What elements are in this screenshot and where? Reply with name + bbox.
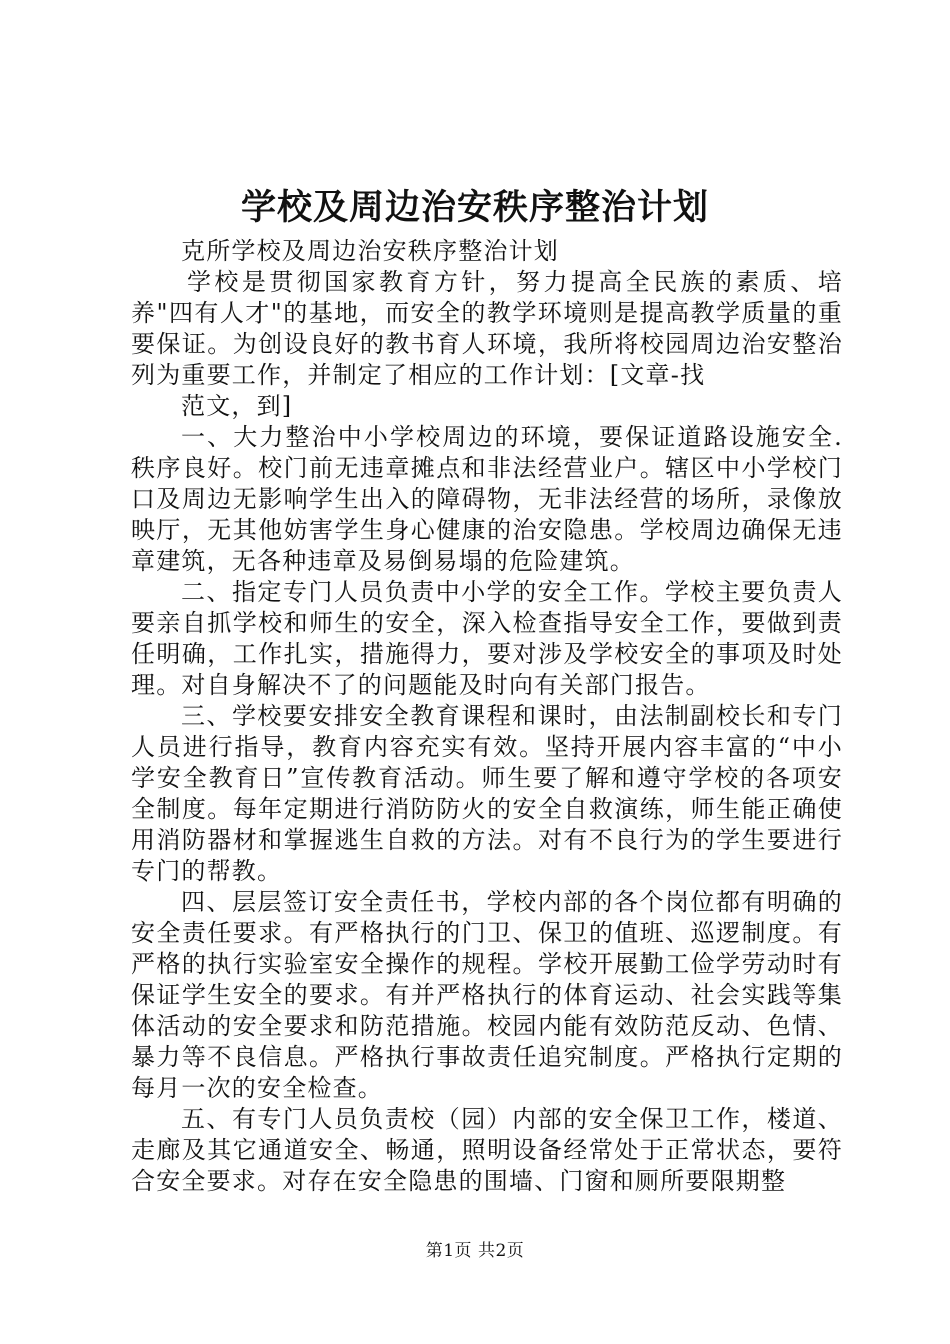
document-body	[131, 236, 843, 1197]
section-paragraph-1: 一、大力整治中小学校周边的环境，要保证道路设施安全.秩序良好。校门前无违章摊点和非法经营业户。辖区中小学校门口及周边无影响学生出入的障碍物，无非法经营的场所，录像放映厅，无其他妨害学生身心健康的治安隐患。学校周边确保无违章建筑，无各种违章及易倒易塌的危险建筑。	[131, 423, 843, 575]
section-paragraph-3: 三、学校要安排安全教育课程和课时，由法制副校长和专门人员进行指导，教育内容充实有效。坚持开展内容丰富的“中小学安全教育日”宣传教育活动。师生要了解和遵守学校的各项安全制度。每年定期进行消防防火的安全自救演练，师生能正确使用消防器材和掌握逃生自救的方法。对有不良行为的学生要进行专门的帮教。	[131, 702, 843, 885]
page-footer: 第1页 共2页	[425, 1241, 525, 1261]
document-subtitle: 克所学校及周边治安秩序整治计划	[181, 237, 559, 265]
section-paragraph-4: 四、层层签订安全责任书，学校内部的各个岗位都有明确的安全责任要求。有严格执行的门卫、保卫的值班、巡逻制度。有严格的执行实验室安全操作的规程。学校开展勤工俭学劳动时有保证学生安全的要求。有并严格执行的体育运动、社会实践等集体活动的安全要求和防范措施。校园内能有效防范反动、色情、暴力等不良信息。严格执行事故责任追究制度。严格执行定期的每月一次的安全检查。	[131, 888, 843, 1102]
intro-paragraph: 学校是贯彻国家教育方针，努力提高全民族的素质、培养"四有人才"的基地，而安全的教学环境则是提高教学质量的重要保证。为创设良好的教书育人环境，我所将校园周边治安整治列为重要工作，并制定了相应的工作计划：[文章-找	[131, 268, 843, 389]
document-title: 学校及周边治安秩序整治计划	[240, 187, 709, 228]
intro-paragraph-continuation: 范文，到]	[181, 392, 293, 420]
section-paragraph-5: 五、有专门人员负责校（园）内部的安全保卫工作，楼道、走廊及其它通道安全、畅通，照明设备经常处于正常状态，要符合安全要求。对存在安全隐患的围墙、门窗和厕所要限期整	[131, 1105, 843, 1195]
section-paragraph-2: 二、指定专门人员负责中小学的安全工作。学校主要负责人要亲自抓学校和师生的安全，深入检查指导安全工作，要做到责任明确，工作扎实，措施得力，要对涉及学校安全的事项及时处理。对自身解决不了的问题能及时向有关部门报告。	[131, 578, 843, 699]
